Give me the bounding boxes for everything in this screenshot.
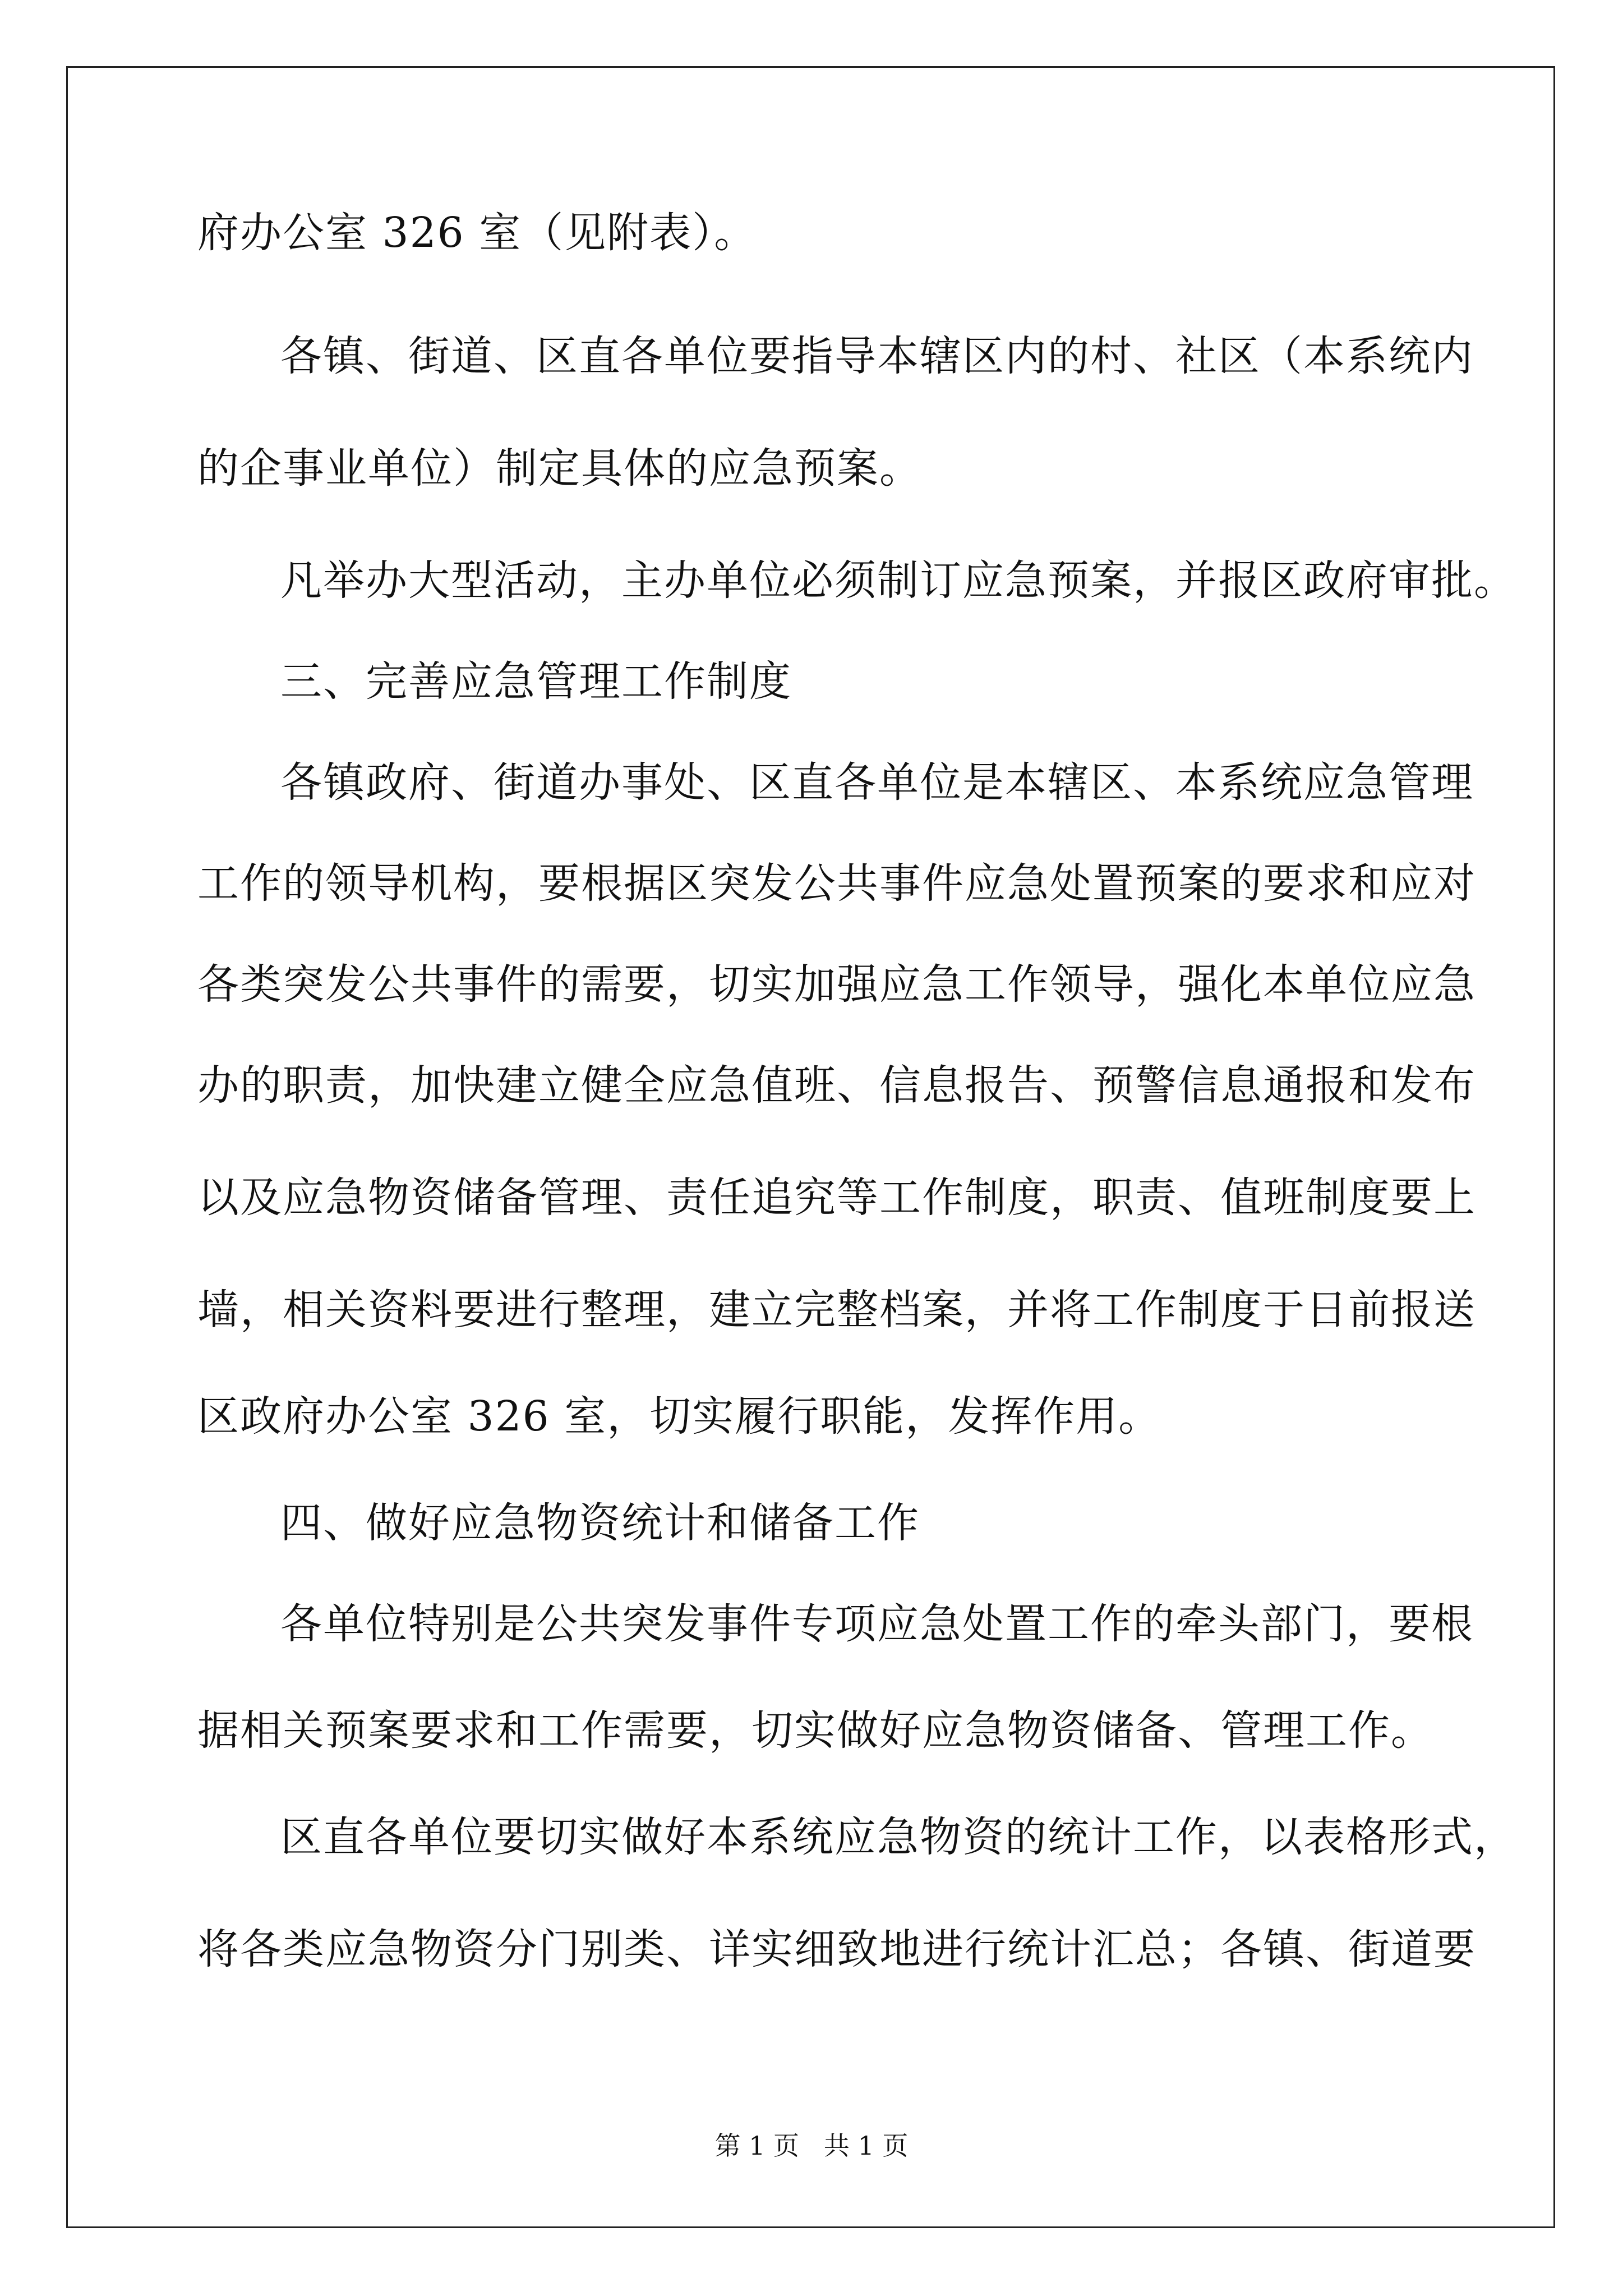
body-text-line: 各镇政府、街道办事处、区直各单位是本辖区、本系统应急管理	[280, 758, 1474, 807]
page-border	[66, 66, 1555, 2228]
body-text-line: 工作的领导机构，要根据区突发公共事件应急处置预案的要求和应对	[197, 859, 1476, 908]
body-text-line: 府办公室 326 室（见附表）。	[197, 209, 757, 257]
body-text-line: 区直各单位要切实做好本系统应急物资的统计工作，以表格形式，	[280, 1813, 1516, 1861]
page-number-footer: 第 1 页 共 1 页	[714, 2131, 909, 2161]
body-text-line: 各镇、街道、区直各单位要指导本辖区内的村、社区（本系统内	[280, 332, 1474, 380]
body-text-line: 墙，相关资料要进行整理，建立完整档案，并将工作制度于日前报送	[197, 1286, 1476, 1334]
body-text-line: 将各类应急物资分门别类、详实细致地进行统计汇总；各镇、街道要	[197, 1925, 1476, 1973]
body-text-line: 各类突发公共事件的需要，切实加强应急工作领导，强化本单位应急	[197, 960, 1476, 1009]
body-text-line: 据相关预案要求和工作需要，切实做好应急物资储备、管理工作。	[197, 1706, 1433, 1755]
body-text-line: 各单位特别是公共突发事件专项应急处置工作的牵头部门，要根	[280, 1600, 1474, 1648]
body-text-line: 以及应急物资储备管理、责任追究等工作制度，职责、值班制度要上	[197, 1174, 1476, 1222]
body-text-line: 凡举办大型活动，主办单位必须制订应急预案，并报区政府审批。	[280, 556, 1516, 605]
section-heading: 三、完善应急管理工作制度	[280, 657, 792, 706]
body-text-line: 办的职责，加快建立健全应急值班、信息报告、预警信息通报和发布	[197, 1061, 1476, 1110]
body-text-line: 区政府办公室 326 室，切实履行职能，发挥作用。	[197, 1392, 1161, 1441]
section-heading: 四、做好应急物资统计和储备工作	[280, 1499, 920, 1547]
body-text-line: 的企事业单位）制定具体的应急预案。	[197, 444, 922, 493]
